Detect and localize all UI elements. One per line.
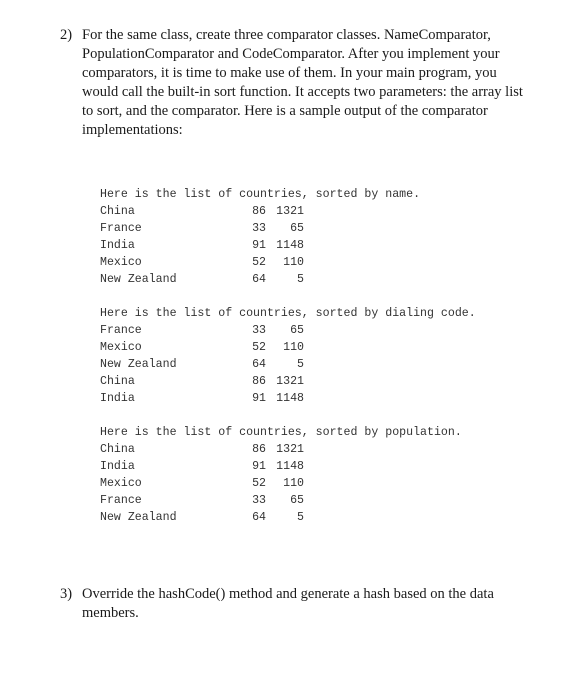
country-code: 64: [252, 358, 266, 371]
country-name: France: [100, 324, 142, 337]
table-row: [100, 458, 462, 475]
country-name: India: [100, 239, 135, 252]
country-code: 91: [252, 239, 266, 252]
country-name: India: [100, 392, 135, 405]
country-name: India: [100, 460, 135, 473]
country-code: 33: [252, 324, 266, 337]
table-row: [100, 356, 476, 373]
country-name: New Zealand: [100, 511, 177, 524]
output-header: Here is the list of countries, sorted by name.: [100, 188, 421, 201]
country-population: 1321: [276, 443, 304, 456]
table-row: [100, 441, 462, 458]
country-name: Mexico: [100, 256, 142, 269]
country-code: 86: [252, 443, 266, 456]
country-code: 91: [252, 392, 266, 405]
country-population: 65: [290, 494, 304, 507]
country-name: China: [100, 375, 135, 388]
country-population: 1148: [276, 392, 304, 405]
country-code: 91: [252, 460, 266, 473]
output-sorted-by-dialing-code: [100, 305, 476, 407]
output-header: Here is the list of countries, sorted by dialing code.: [100, 307, 476, 320]
table-row: [100, 203, 420, 220]
table-row: [100, 271, 420, 288]
country-code: 64: [252, 273, 266, 286]
table-row: [100, 509, 462, 526]
table-row: [100, 390, 476, 407]
country-name: New Zealand: [100, 273, 177, 286]
question-3: [60, 585, 535, 623]
question-2: [60, 26, 535, 140]
question-3-text: Override the hashCode() method and generate a hash based on the data members.: [82, 586, 494, 621]
country-code: 52: [252, 341, 266, 354]
country-name: Mexico: [100, 341, 142, 354]
country-population: 5: [297, 273, 304, 286]
country-population: 110: [283, 341, 304, 354]
table-row: [100, 254, 420, 271]
country-name: France: [100, 222, 142, 235]
table-row: [100, 475, 462, 492]
country-code: 86: [252, 375, 266, 388]
country-population: 65: [290, 222, 304, 235]
question-2-text: For the same class, create three comparator classes. NameComparator, PopulationComparator and CodeComparator. After you implement your comparators, it is time to make use of them. In your main program, you would call the built-in sort function. It accepts two parameters: the array list to sort, and the comparator. Here is a sample output of the comparator implementations:: [82, 27, 523, 138]
table-row: [100, 322, 476, 339]
table-row: [100, 237, 420, 254]
question-2-number: 2): [60, 27, 73, 43]
country-name: New Zealand: [100, 358, 177, 371]
country-name: China: [100, 205, 135, 218]
question-3-number: 3): [60, 586, 73, 602]
country-population: 1321: [276, 205, 304, 218]
country-code: 33: [252, 222, 266, 235]
table-row: [100, 373, 476, 390]
country-code: 52: [252, 477, 266, 490]
country-population: 1321: [276, 375, 304, 388]
output-sorted-by-name: [100, 186, 420, 288]
country-code: 64: [252, 511, 266, 524]
table-row: [100, 492, 462, 509]
country-population: 110: [283, 477, 304, 490]
country-population: 1148: [276, 460, 304, 473]
output-sorted-by-population: [100, 424, 462, 526]
country-code: 52: [252, 256, 266, 269]
country-population: 110: [283, 256, 304, 269]
country-code: 33: [252, 494, 266, 507]
table-row: [100, 339, 476, 356]
output-header: Here is the list of countries, sorted by population.: [100, 426, 462, 439]
country-code: 86: [252, 205, 266, 218]
country-population: 65: [290, 324, 304, 337]
table-row: [100, 220, 420, 237]
country-population: 5: [297, 511, 304, 524]
country-name: Mexico: [100, 477, 142, 490]
country-name: China: [100, 443, 135, 456]
country-population: 1148: [276, 239, 304, 252]
country-population: 5: [297, 358, 304, 371]
country-name: France: [100, 494, 142, 507]
